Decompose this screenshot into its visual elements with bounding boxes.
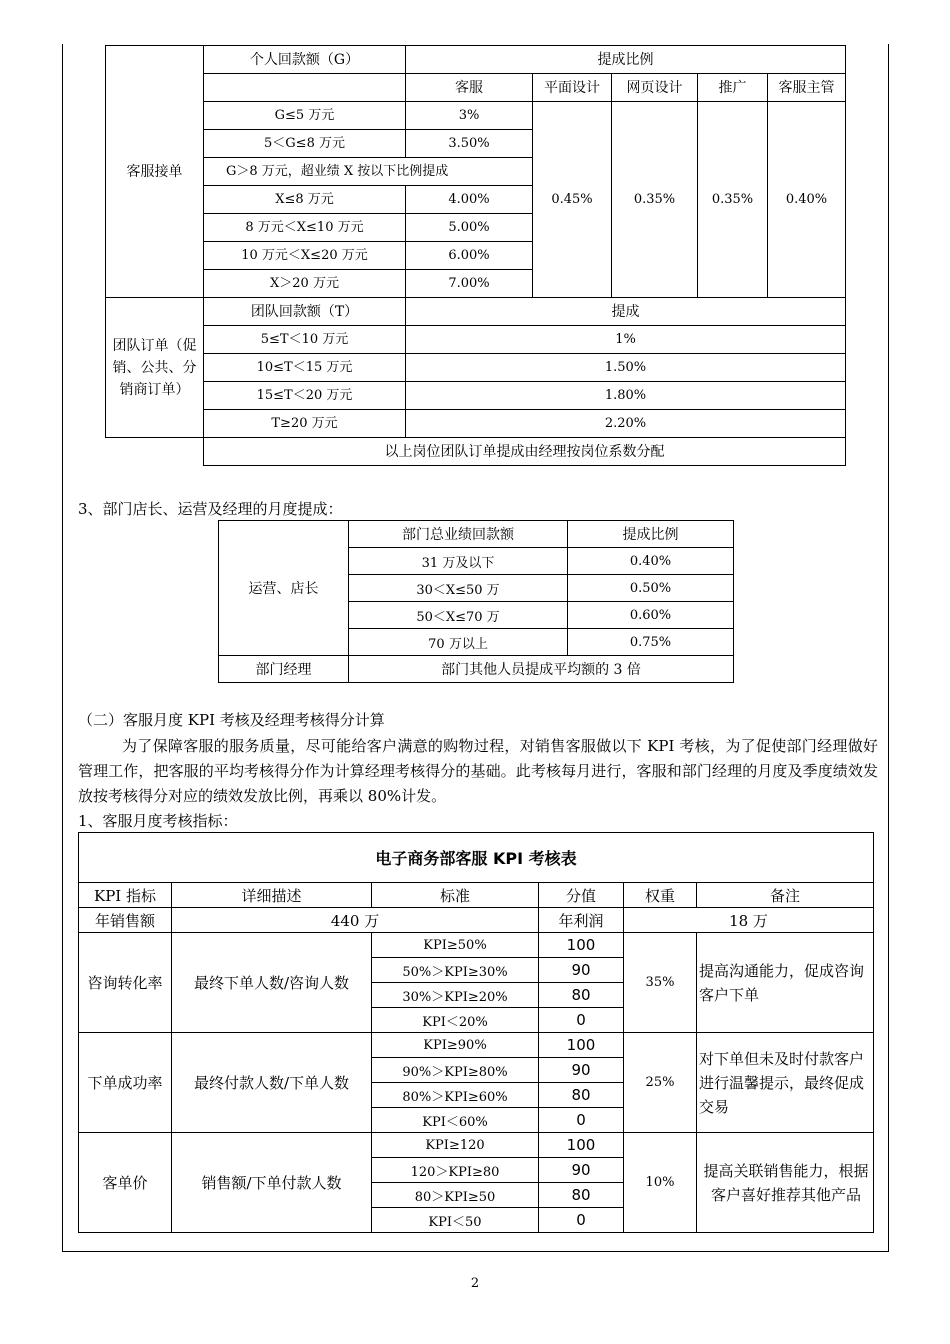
range-cell: X＞20 万元 [204,270,406,298]
g-header: 个人回款额（G） [204,46,406,74]
rate-cell: 4.00% [406,186,533,214]
col-header: 提成比例 [568,521,734,548]
annual-sales-value: 440 万 [172,908,539,933]
team-section-label: 团队订单（促销、公共、分销商订单） [106,298,204,438]
rate-cell: 1% [406,326,846,354]
rate-cell: 7.00% [406,270,533,298]
kpi-weight: 35% [624,933,697,1033]
rate-cell: 0.50% [568,575,734,602]
kpi-desc: 销售额/下单付款人数 [172,1133,372,1233]
kpi-header: KPI 指标 [79,883,172,908]
range-cell: 31 万及以下 [349,548,568,575]
range-cell: 10≤T＜15 万元 [204,354,406,382]
range-cell: 5＜G≤8 万元 [204,130,406,158]
kpi-standard: KPI≥90% [372,1033,539,1058]
range-cell: G≤5 万元 [204,102,406,130]
rate-cell: 0.60% [568,602,734,629]
range-cell: 5≤T＜10 万元 [204,326,406,354]
team-rate-header: 提成 [406,298,846,326]
range-cell: 8 万元＜X≤10 万元 [204,214,406,242]
manager-value: 部门其他人员提成平均额的 3 倍 [349,656,734,683]
kpi-standard: KPI＜60% [372,1108,539,1133]
kpi-table-title: 电子商务部客服 KPI 考核表 [79,833,874,883]
ratio-header: 提成比例 [406,46,846,74]
kpi-desc: 最终付款人数/下单人数 [172,1033,372,1133]
page-number: 2 [470,1276,480,1291]
kpi-weight: 25% [624,1033,697,1133]
kpi-score: 100 [539,1133,624,1158]
kpi-standard: KPI≥50% [372,933,539,958]
col-header: 部门总业绩回款额 [349,521,568,548]
role-header: 推广 [698,74,768,102]
ops-label: 运营、店长 [219,521,349,656]
rate-cell: 6.00% [406,242,533,270]
kpi-standard: KPI＜20% [372,1008,539,1033]
kpi-score: 80 [539,1083,624,1108]
t-header: 团队回款额（T） [204,298,406,326]
kpi-standard: KPI＜50 [372,1208,539,1233]
kpi-standard: 80＞KPI≥50 [372,1183,539,1208]
kpi-score: 90 [539,1158,624,1183]
kpi-score: 100 [539,933,624,958]
annual-profit-value: 18 万 [624,908,874,933]
kpi-sub-heading: 1、客服月度考核指标： [78,812,238,830]
kpi-score: 0 [539,1008,624,1033]
kpi-name: 咨询转化率 [79,933,172,1033]
kpi-table [78,832,874,1233]
range-cell: 50＜X≤70 万 [349,602,568,629]
kpi-standard: 50%＞KPI≥30% [372,958,539,983]
range-cell: T≥20 万元 [204,410,406,438]
kpi-score: 0 [539,1108,624,1133]
empty-cell [204,74,406,102]
kpi-score: 80 [539,1183,624,1208]
annual-sales-label: 年销售额 [79,908,172,933]
kpi-header: 分值 [539,883,624,908]
rate-cell: 1.80% [406,382,846,410]
rate-cell: 5.00% [406,214,533,242]
kpi-header: 备注 [697,883,874,908]
kpi-paragraph: 为了保障客服的服务质量，尽可能给客户满意的购物过程，对销售客服做以下 KPI 考核，为了促使部门经理做好管理工作，把客服的平均考核得分作为计算经理考核得分的基础。此考核每月进行，客服和部门经理的月度及季度绩效发放按考核得分对应的绩效发放比例，再乘以 80%计发。 [78,737,878,805]
range-cell: G＞8 万元，超业绩 X 按以下比例提成 [204,158,533,186]
empty-cell [106,438,204,466]
range-cell: 15≤T＜20 万元 [204,382,406,410]
annual-profit-label: 年利润 [539,908,624,933]
manager-commission-table [218,520,734,683]
role-header: 客服 [406,74,533,102]
kpi-score: 90 [539,1058,624,1083]
kpi-section-heading: （二）客服月度 KPI 考核及经理考核得分计算 [78,711,385,729]
manager-label: 部门经理 [219,656,349,683]
rate-cell: 3% [406,102,533,130]
kpi-header: 权重 [624,883,697,908]
kpi-header: 标准 [372,883,539,908]
role-header: 客服主管 [768,74,846,102]
cs-section-label: 客服接单 [106,46,204,298]
role-header: 网页设计 [612,74,698,102]
kpi-weight: 10% [624,1133,697,1233]
section3-heading: 3、部门店长、运营及经理的月度提成： [78,500,343,518]
promo-rate: 0.35% [698,102,768,298]
range-cell: 70 万以上 [349,629,568,656]
range-cell: 10 万元＜X≤20 万元 [204,242,406,270]
kpi-header: 详细描述 [172,883,372,908]
commission-table [105,45,846,466]
kpi-name: 下单成功率 [79,1033,172,1133]
kpi-score: 90 [539,958,624,983]
kpi-note: 提高沟通能力，促成咨询客户下单 [697,933,874,1033]
kpi-note: 对下单但未及时付款客户进行温馨提示，最终促成交易 [697,1033,874,1133]
graphic-rate: 0.45% [533,102,612,298]
kpi-score: 100 [539,1033,624,1058]
supervisor-rate: 0.40% [768,102,846,298]
rate-cell: 1.50% [406,354,846,382]
role-header: 平面设计 [533,74,612,102]
range-cell: 30＜X≤50 万 [349,575,568,602]
rate-cell: 0.40% [568,548,734,575]
kpi-standard: 80%＞KPI≥60% [372,1083,539,1108]
kpi-standard: 120＞KPI≥80 [372,1158,539,1183]
web-rate: 0.35% [612,102,698,298]
team-note: 以上岗位团队订单提成由经理按岗位系数分配 [204,438,846,466]
rate-cell: 3.50% [406,130,533,158]
kpi-desc: 最终下单人数/咨询人数 [172,933,372,1033]
range-cell: X≤8 万元 [204,186,406,214]
kpi-note: 提高关联销售能力，根据客户喜好推荐其他产品 [697,1133,874,1233]
rate-cell: 2.20% [406,410,846,438]
rate-cell: 0.75% [568,629,734,656]
kpi-score: 0 [539,1208,624,1233]
kpi-score: 80 [539,983,624,1008]
kpi-standard: 90%＞KPI≥80% [372,1058,539,1083]
kpi-standard: 30%＞KPI≥20% [372,983,539,1008]
kpi-standard: KPI≥120 [372,1133,539,1158]
kpi-name: 客单价 [79,1133,172,1233]
